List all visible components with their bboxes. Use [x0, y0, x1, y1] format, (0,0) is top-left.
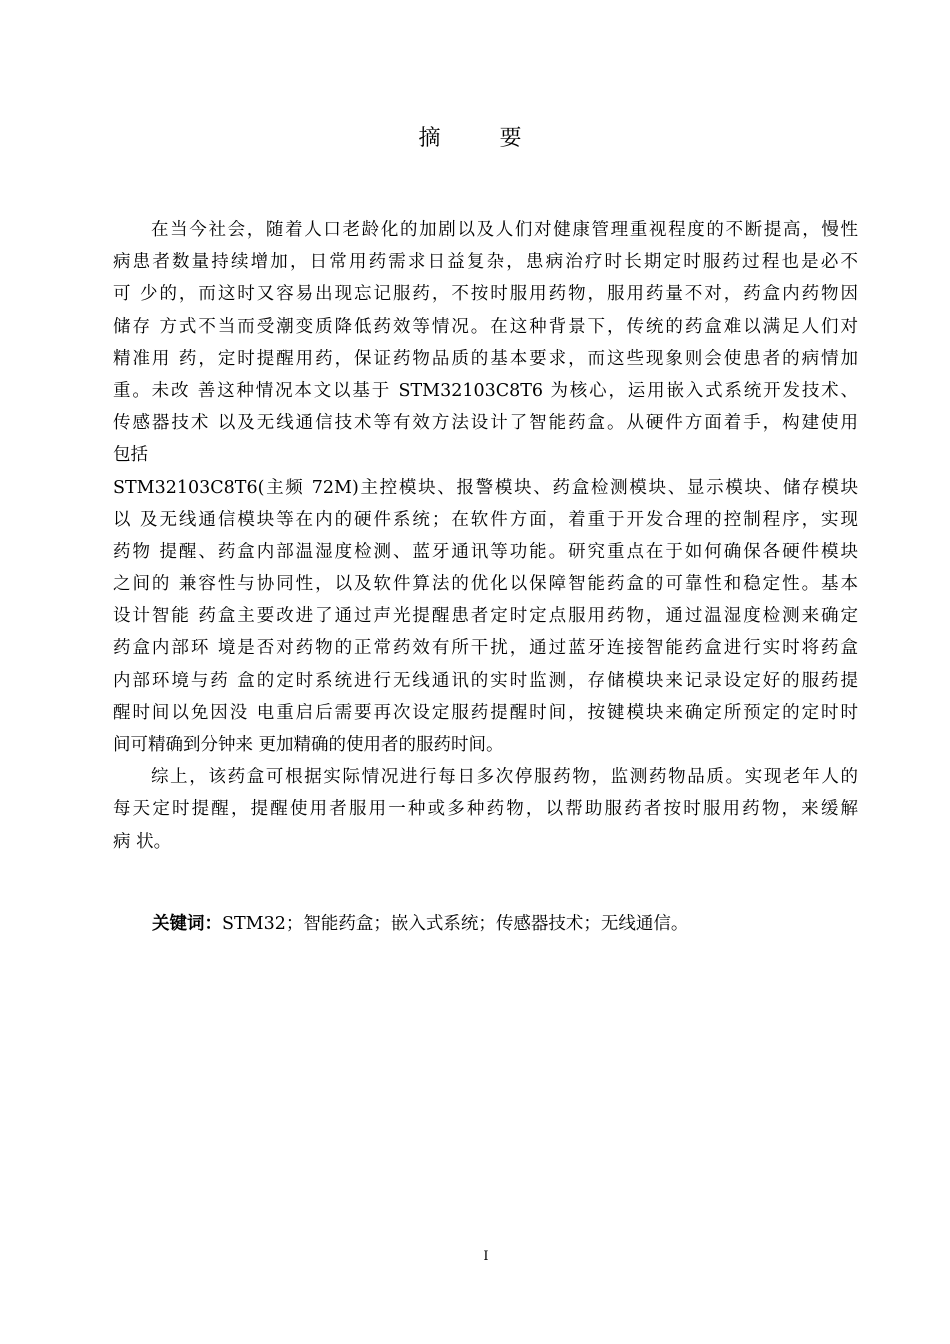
paragraph-line: 药盒内部环 境是否对药物的正常药效有所干扰，通过蓝牙连接智能药盒进行实时将药盒	[113, 638, 858, 659]
paragraph-line: 病患者数量持续增加，日常用药需求日益复杂，患病治疗时长期定时服药过程也是必不	[113, 252, 858, 273]
paragraph-line: 在当今社会，随着人口老龄化的加剧以及人们对健康管理重视程度的不断提高，慢性	[151, 220, 858, 240]
paragraph-line: STM32103C8T6(主频 72M)主控模块、报警模块、药盒检测模块、显示模块、储存模块	[113, 477, 858, 498]
page-number: I	[483, 1249, 489, 1264]
keywords-label: 关键词：	[152, 914, 222, 934]
paragraph-line: 重。未改 善这种情况本文以基于 STM32103C8T6 为核心，运用嵌入式系统开发技术、	[113, 380, 858, 401]
paragraph-line: 之间的 兼容性与协同性，以及软件算法的优化以保障智能药盒的可靠性和稳定性。基本	[113, 574, 858, 595]
paragraph-line: 药物 提醒、药盒内部温湿度检测、蓝牙通讯等功能。研究重点在于如何确保各硬件模块	[113, 541, 858, 562]
paragraph-line: 传感器技术 以及无线通信技术等有效方法设计了智能药盒。从硬件方面着手，构建使用	[113, 413, 858, 434]
paragraph-line: 病 状。	[113, 831, 172, 852]
paragraph-line: 可 少的，而这时又容易出现忘记服药，不按时服用药物，服用药量不对，药盒内药物因	[113, 284, 858, 305]
paragraph-line: 醒时间以免因没 电重启后需要再次设定服药提醒时间，按键模块来确定所预定的定时时	[113, 702, 858, 723]
paragraph-line: 以 及无线通信模块等在内的硬件系统；在软件方面，着重于开发合理的控制程序，实现	[113, 509, 858, 530]
paragraph-line: 内部环境与药 盒的定时系统进行无线通讯的实时监测，存储模块来记录设定好的服药提	[113, 670, 858, 691]
paragraph-line: 综上，该药盒可根据实际情况进行每日多次停服药物，监测药物品质。实现老年人的	[151, 767, 858, 788]
abstract-body	[113, 216, 858, 860]
paragraph-line: 包括	[113, 445, 148, 466]
paragraph-line: 每天定时提醒，提醒使用者服用一种或多种药物，以帮助服药者按时服用药物，来缓解	[113, 799, 858, 820]
paragraph-line: 设计智能 药盒主要改进了通过声光提醒患者定时定点服用药物，通过温湿度检测来确定	[113, 606, 858, 627]
keywords-value: STM32；智能药盒；嵌入式系统；传感器技术；无线通信。	[222, 914, 689, 934]
abstract-title: 摘 要	[418, 126, 548, 151]
paragraph-line: 精准用 药，定时提醒用药，保证药物品质的基本要求，而这些现象则会使患者的病情加	[113, 348, 858, 369]
keywords-line	[152, 910, 688, 938]
paragraph-line: 间可精确到分钟来 更加精确的使用者的服药时间。	[113, 735, 504, 755]
paragraph-line: 储存 方式不当而受潮变质降低药效等情况。在这种背景下，传统的药盒难以满足人们对	[113, 316, 858, 337]
